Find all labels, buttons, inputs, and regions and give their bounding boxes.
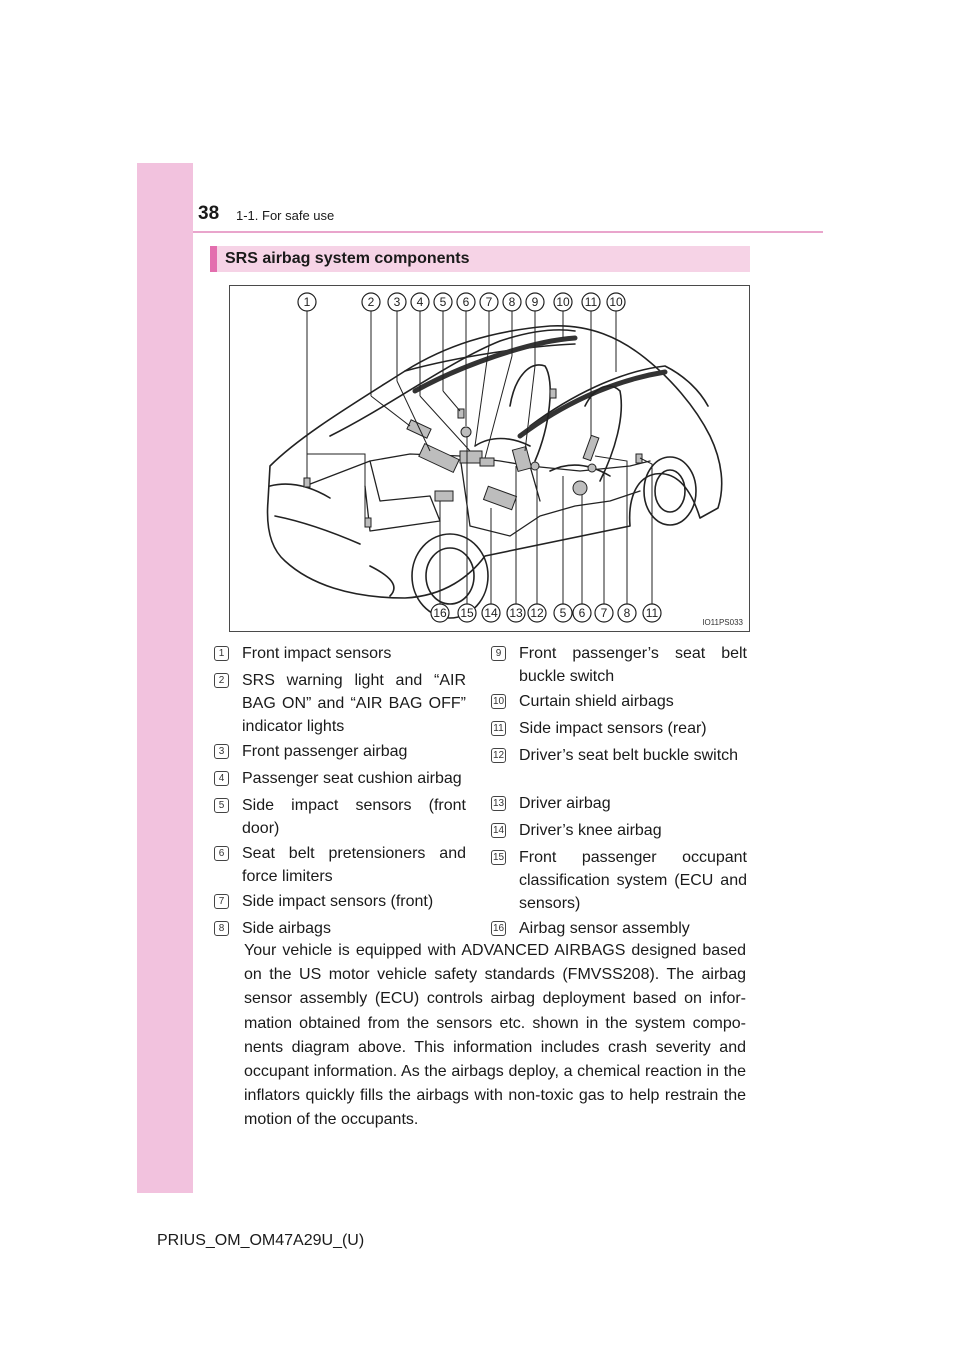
svg-text:11: 11 — [584, 295, 598, 309]
svg-text:5: 5 — [559, 606, 567, 620]
item-number-badge: 6 — [214, 846, 229, 861]
svg-text:7: 7 — [485, 295, 493, 309]
callout-top-5 — [434, 293, 452, 311]
svg-text:10: 10 — [556, 295, 570, 309]
item-label: Front passenger occupant classification system (ECU and sensors) — [519, 849, 747, 912]
callout-top-4 — [411, 293, 429, 311]
callout-bottom-9 — [618, 604, 636, 622]
callout-top-2 — [362, 293, 380, 311]
callout-bottom-2 — [458, 604, 476, 622]
svg-text:1: 1 — [303, 295, 311, 309]
item-number-badge: 11 — [491, 721, 506, 736]
callout-top-11 — [582, 293, 600, 311]
figure-code: IO11PS033 — [702, 618, 743, 627]
item-number-badge: 12 — [492, 750, 505, 761]
item-label: Driver’s knee airbag — [519, 822, 662, 839]
item-number-badge: 1 — [214, 646, 229, 661]
svg-text:6: 6 — [462, 295, 470, 309]
item-label: Side impact sensors (front) — [242, 893, 434, 910]
svg-text:14: 14 — [484, 606, 498, 620]
svg-text:12: 12 — [530, 606, 544, 620]
item-label: Driver’s seat belt buckle switch — [519, 747, 739, 764]
section-heading — [210, 246, 750, 272]
callout-bottom-3 — [482, 604, 500, 622]
callout-top-8 — [503, 293, 521, 311]
item-number-badge: 9 — [491, 646, 506, 661]
callout-top-7 — [480, 293, 498, 311]
item-number-badge: 15 — [492, 852, 505, 863]
chapter-sidebar-tab — [137, 163, 193, 1193]
callout-bottom-1 — [431, 604, 449, 622]
svg-text:2: 2 — [367, 295, 375, 309]
callout-top-9 — [526, 293, 544, 311]
item-number-badge: 3 — [214, 744, 229, 759]
svg-text:8: 8 — [623, 606, 631, 620]
item-label: Front impact sensors — [242, 645, 392, 662]
item-label: Driver airbag — [519, 795, 611, 812]
item-number-badge: 5 — [214, 798, 229, 813]
airbag-system-diagram — [229, 285, 750, 632]
item-label: Side impact sensors (rear) — [519, 720, 707, 737]
svg-text:13: 13 — [509, 606, 523, 620]
svg-text:8: 8 — [508, 295, 516, 309]
section-heading-text: SRS airbag system components — [225, 250, 470, 267]
svg-text:16: 16 — [433, 606, 447, 620]
page-number: 38 — [198, 203, 220, 224]
item-number-badge: 14 — [492, 825, 505, 836]
callout-bottom-5 — [528, 604, 546, 622]
svg-text:11: 11 — [645, 606, 659, 620]
callout-top-12 — [607, 293, 625, 311]
section-label: 1-1. For safe use — [236, 208, 335, 223]
item-label: Curtain shield airbags — [519, 693, 674, 710]
item-number-badge: 7 — [214, 894, 229, 909]
callout-bottom-10 — [643, 604, 661, 622]
svg-text:10: 10 — [609, 295, 623, 309]
callout-bottom-4 — [507, 604, 525, 622]
svg-text:7: 7 — [600, 606, 608, 620]
callout-top-10 — [554, 293, 572, 311]
footer-doc-code: PRIUS_OM_OM47A29U_(U) — [157, 1232, 365, 1249]
item-label: Airbag sensor assembly — [519, 920, 690, 937]
callout-top-6 — [457, 293, 475, 311]
callout-bottom-6 — [554, 604, 572, 622]
item-number-badge: 10 — [492, 696, 505, 707]
svg-text:6: 6 — [578, 606, 586, 620]
callout-bottom-8 — [595, 604, 613, 622]
header-rule — [193, 231, 823, 233]
bottom-callouts — [431, 604, 661, 622]
item-label: Seat belt pretensioners and force limiters — [242, 845, 466, 885]
item-label: Passenger seat cushion airbag — [242, 770, 462, 787]
callout-top-1 — [298, 293, 316, 311]
item-number-badge: 8 — [214, 921, 229, 936]
svg-text:9: 9 — [531, 295, 539, 309]
item-label: SRS warning light and “AIR BAG ON” and “AIR BAG OFF” indicator lights — [242, 672, 466, 735]
body-paragraph: Your vehicle is equipped with ADVANCED AIRBAGS designed based on the US motor vehicle safety standards (FMVSS208). The airbag sensor assembly (ECU) controls airbag deployment based on infor-mation obtained from the sensors etc. shown in the system compo-nents diagram above. This information includes crash severity and occupant information. As the airbags deploy, a chemical reaction in the inflators quickly fills the airbags with non-toxic gas to help restrain the motion of the occupants. — [244, 942, 746, 1129]
callout-top-3 — [388, 293, 406, 311]
item-number-badge: 4 — [214, 771, 229, 786]
item-number-badge: 13 — [492, 798, 505, 809]
item-label: Side airbags — [242, 920, 331, 937]
item-number-badge: 2 — [214, 673, 229, 688]
item-label: Front passenger airbag — [242, 743, 408, 760]
top-callouts — [298, 293, 625, 311]
svg-text:15: 15 — [460, 606, 474, 620]
car-illustration — [230, 286, 749, 631]
svg-text:5: 5 — [439, 295, 447, 309]
item-number-badge: 16 — [492, 923, 505, 934]
callout-bottom-7 — [573, 604, 591, 622]
item-label: Front passenger’s seat belt buckle switch — [519, 645, 747, 685]
svg-text:3: 3 — [393, 295, 401, 309]
svg-text:4: 4 — [416, 295, 424, 309]
item-label: Side impact sensors (front door) — [242, 797, 466, 837]
